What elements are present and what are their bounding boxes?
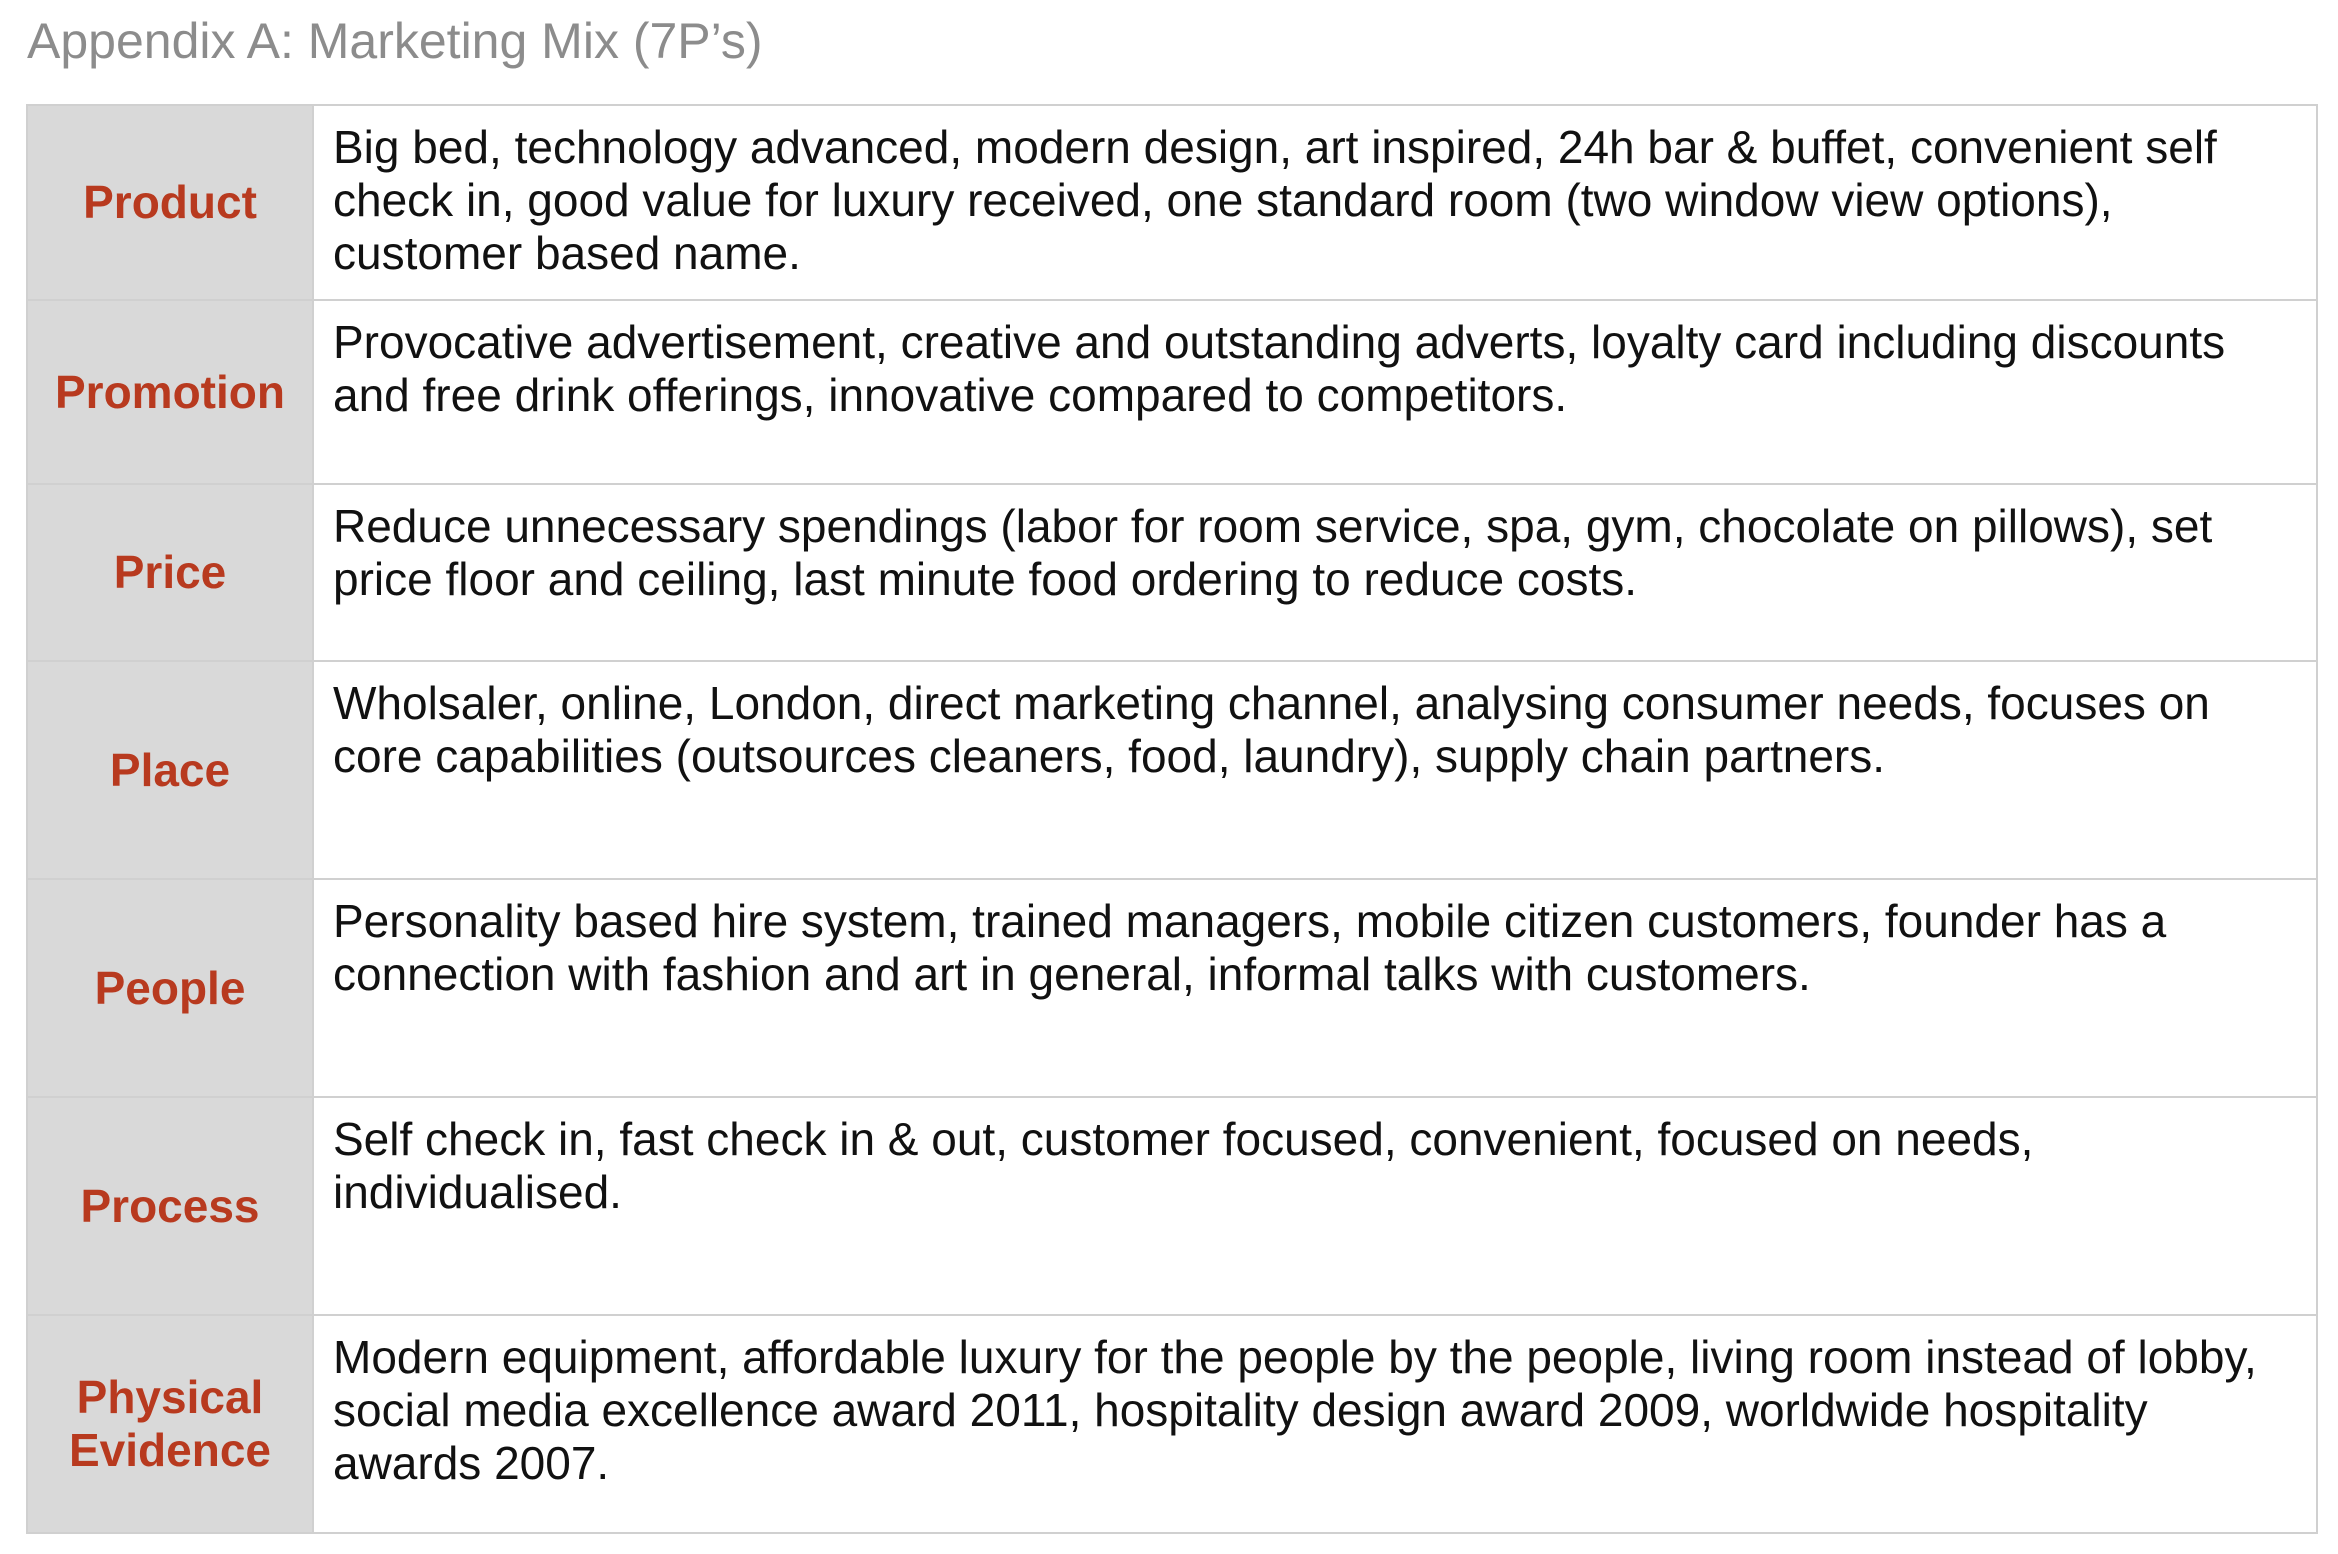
description-text: Modern equipment, affordable luxury for the people by the people, living room instead of lobby, social media excellence award 2011, hospitality design award 2009, worldwide hospitality awards 2007. [333,1331,2257,1489]
table-row-process [27,1097,2317,1315]
category-cell [27,484,313,661]
category-label: People [94,961,246,1014]
category-cell [27,105,313,300]
category-label: Physical Evidence [69,1371,271,1476]
category-cell [27,1315,313,1533]
category-cell [27,879,313,1097]
category-label: Promotion [55,365,285,418]
description-cell [313,484,2317,661]
description-text: Personality based hire system, trained managers, mobile citizen customers, founder has a connection with fashion and art in general, informal talks with customers. [333,895,2167,1000]
table-row-product [27,105,2317,300]
category-label: Price [113,546,227,598]
category-label: Process [80,1179,260,1232]
description-text: Provocative advertisement, creative and outstanding adverts, loyalty card including discounts and free drink offerings, innovative compared to competitors. [333,316,2226,421]
description-text: Wholsaler, online, London, direct marketing channel, analysing consumer needs, focuses on core capabilities (outsources cleaners, food, laundry), supply chain partners. [333,677,2210,782]
description-cell [313,1097,2317,1315]
description-text: Reduce unnecessary spendings (labor for room service, spa, gym, chocolate on pillows), set price floor and ceiling, last minute food ordering to reduce costs. [333,500,2213,605]
table-row-price [27,484,2317,661]
description-cell [313,879,2317,1097]
page-title: Appendix A: Marketing Mix (7P’s) [27,13,763,69]
marketing-mix-table [26,104,2318,1534]
category-cell [27,1097,313,1315]
category-label: Place [109,743,231,796]
description-cell [313,1315,2317,1533]
category-cell [27,661,313,879]
description-text: Big bed, technology advanced, modern design, art inspired, 24h bar & buffet, convenient self check in, good value for luxury received, one standard room (two window view options), customer based name. [333,121,2217,279]
description-cell [313,661,2317,879]
description-text: Self check in, fast check in & out, customer focused, convenient, focused on needs, individualised. [333,1113,2034,1218]
category-label: Product [83,176,257,228]
table-row-place [27,661,2317,879]
category-cell [27,300,313,484]
description-cell [313,300,2317,484]
table-row-people [27,879,2317,1097]
table-row-physical-evidence [27,1315,2317,1533]
description-cell [313,105,2317,300]
table-row-promotion [27,300,2317,484]
